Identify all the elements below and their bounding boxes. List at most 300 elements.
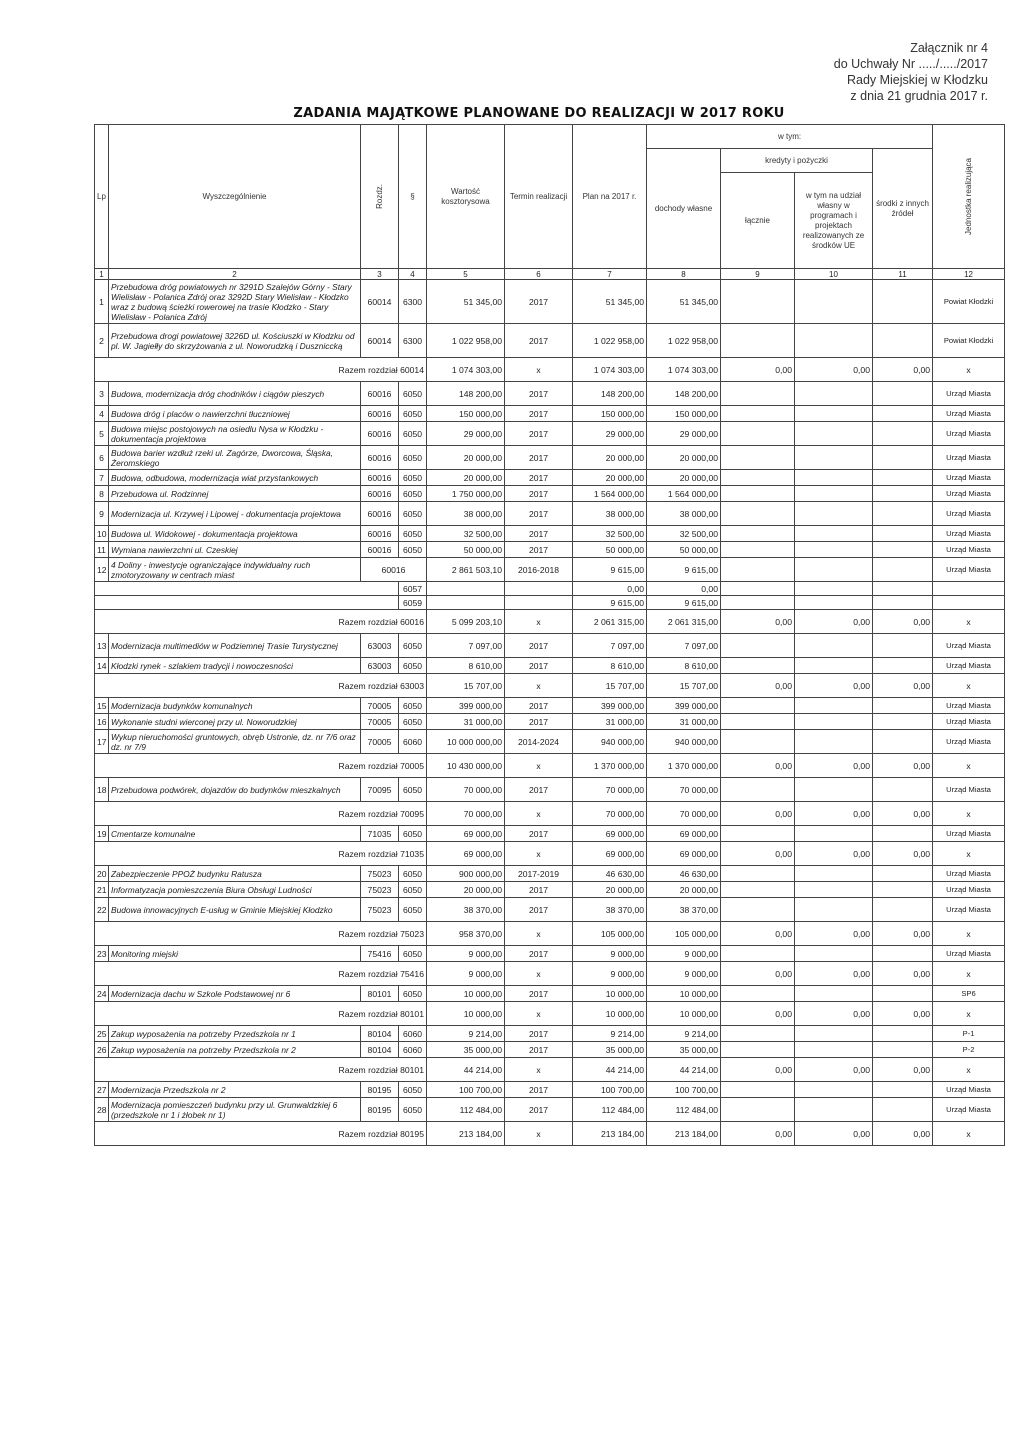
row-lp: 13 (95, 634, 109, 658)
row-eu-share (795, 446, 873, 470)
row-lp: 19 (95, 826, 109, 842)
row-cost-value: 10 000 000,00 (427, 730, 505, 754)
row-paragraph: 6300 (399, 280, 427, 324)
row-chapter: 71035 (361, 826, 399, 842)
row-lp: 5 (95, 422, 109, 446)
row-paragraph: 6050 (399, 446, 427, 470)
row-lp: 27 (95, 1082, 109, 1098)
row-description: Wymiana nawierzchni ul. Czeskiej (109, 542, 361, 558)
total-other-sources: 0,00 (873, 802, 933, 826)
row-own-income: 10 000,00 (647, 986, 721, 1002)
row-plan: 50 000,00 (573, 542, 647, 558)
row-lp: 3 (95, 382, 109, 406)
row-term: 2017 (505, 502, 573, 526)
row-cost-value: 900 000,00 (427, 866, 505, 882)
row-other-sources (873, 634, 933, 658)
header-other-sources: środki z innych źródeł (873, 149, 933, 269)
row-term: 2017 (505, 634, 573, 658)
column-number: 9 (721, 269, 795, 280)
row-cost-value: 31 000,00 (427, 714, 505, 730)
row-lp: 15 (95, 698, 109, 714)
row-chapter: 63003 (361, 658, 399, 674)
row-description: Informatyzacja pomieszczenia Biura Obsługi Ludności (109, 882, 361, 898)
total-term: x (505, 962, 573, 986)
column-numbers-row (95, 269, 1005, 280)
resolution-date: z dnia 21 grudnia 2017 r. (850, 89, 988, 103)
row-plan: 1 564 000,00 (573, 486, 647, 502)
total-unit: x (933, 842, 1005, 866)
row-eu-share (795, 730, 873, 754)
row-unit: Urząd Miasta (933, 826, 1005, 842)
row-chapter: 60016 (361, 542, 399, 558)
table-row (95, 946, 1005, 962)
table-row (95, 324, 1005, 358)
row-cost-value: 1 750 000,00 (427, 486, 505, 502)
chapter-total-label: Razem rozdział 60014 (95, 358, 427, 382)
row-lp: 18 (95, 778, 109, 802)
chapter-total-label: Razem rozdział 80101 (95, 1002, 427, 1026)
row-description: Monitoring miejski (109, 946, 361, 962)
row-eu-share (795, 502, 873, 526)
total-own-income: 105 000,00 (647, 922, 721, 946)
row-own-income: 9 000,00 (647, 946, 721, 962)
row-credit-total (721, 1098, 795, 1122)
total-plan: 213 184,00 (573, 1122, 647, 1146)
row-unit: Urząd Miasta (933, 898, 1005, 922)
table-row (95, 526, 1005, 542)
total-eu-share: 0,00 (795, 802, 873, 826)
row-lp: 14 (95, 658, 109, 674)
row-unit: Urząd Miasta (933, 882, 1005, 898)
row-credit-total (721, 826, 795, 842)
chapter-total-row (95, 754, 1005, 778)
subrow-own-income: 9 615,00 (647, 596, 721, 610)
total-unit: x (933, 674, 1005, 698)
total-plan: 1 074 303,00 (573, 358, 647, 382)
row-eu-share (795, 542, 873, 558)
row-plan: 100 700,00 (573, 1082, 647, 1098)
total-own-income: 2 061 315,00 (647, 610, 721, 634)
row-chapter: 80195 (361, 1098, 399, 1122)
row-chapter: 80101 (361, 986, 399, 1002)
row-credit-total (721, 1042, 795, 1058)
total-credit-total: 0,00 (721, 754, 795, 778)
row-paragraph: 6050 (399, 882, 427, 898)
row-eu-share (795, 486, 873, 502)
page-title: ZADANIA MAJĄTKOWE PLANOWANE DO REALIZACJI W 2017 ROKU (293, 106, 785, 121)
row-own-income: 46 630,00 (647, 866, 721, 882)
row-own-income: 31 000,00 (647, 714, 721, 730)
total-plan: 2 061 315,00 (573, 610, 647, 634)
table-row (95, 1026, 1005, 1042)
row-own-income: 35 000,00 (647, 1042, 721, 1058)
total-own-income: 44 214,00 (647, 1058, 721, 1082)
total-term: x (505, 1002, 573, 1026)
row-chapter: 60016 (361, 486, 399, 502)
total-cost-value: 70 000,00 (427, 802, 505, 826)
total-own-income: 70 000,00 (647, 802, 721, 826)
subrow-empty (95, 582, 399, 596)
chapter-total-label: Razem rozdział 70005 (95, 754, 427, 778)
table-row (95, 542, 1005, 558)
row-other-sources (873, 778, 933, 802)
row-lp: 8 (95, 486, 109, 502)
row-own-income: 51 345,00 (647, 280, 721, 324)
total-unit: x (933, 962, 1005, 986)
subrow-other-sources (873, 596, 933, 610)
row-other-sources (873, 714, 933, 730)
row-plan: 20 000,00 (573, 470, 647, 486)
row-credit-total (721, 882, 795, 898)
row-eu-share (795, 866, 873, 882)
row-own-income: 940 000,00 (647, 730, 721, 754)
chapter-total-label: Razem rozdział 63003 (95, 674, 427, 698)
row-other-sources (873, 946, 933, 962)
total-cost-value: 15 707,00 (427, 674, 505, 698)
row-description: Modernizacja Przedszkola nr 2 (109, 1082, 361, 1098)
row-unit: Urząd Miasta (933, 1098, 1005, 1122)
total-own-income: 1 370 000,00 (647, 754, 721, 778)
row-unit: P-2 (933, 1042, 1005, 1058)
column-number: 4 (399, 269, 427, 280)
table-row (95, 658, 1005, 674)
header-unit-label: Jednostka realizująca (963, 158, 973, 235)
row-credit-total (721, 280, 795, 324)
total-credit-total: 0,00 (721, 802, 795, 826)
row-eu-share (795, 898, 873, 922)
row-unit: Urząd Miasta (933, 486, 1005, 502)
row-eu-share (795, 698, 873, 714)
header-plan: Plan na 2017 r. (573, 125, 647, 269)
row-unit: Powiat Kłodzki (933, 324, 1005, 358)
subrow-plan: 9 615,00 (573, 596, 647, 610)
total-other-sources: 0,00 (873, 1058, 933, 1082)
table-row (95, 898, 1005, 922)
table-row (95, 730, 1005, 754)
row-cost-value: 8 610,00 (427, 658, 505, 674)
total-credit-total: 0,00 (721, 1122, 795, 1146)
row-own-income: 1 022 958,00 (647, 324, 721, 358)
total-eu-share: 0,00 (795, 962, 873, 986)
total-term: x (505, 1058, 573, 1082)
table-subrow (95, 582, 1005, 596)
table-header (95, 125, 1005, 280)
subrow-other-sources (873, 582, 933, 596)
attachment-note (834, 40, 988, 104)
row-chapter: 60016 (361, 406, 399, 422)
row-cost-value: 20 000,00 (427, 470, 505, 486)
row-term: 2016-2018 (505, 558, 573, 582)
header-paragraph: § (399, 125, 427, 269)
table-row (95, 778, 1005, 802)
column-number: 12 (933, 269, 1005, 280)
total-other-sources: 0,00 (873, 962, 933, 986)
total-credit-total: 0,00 (721, 610, 795, 634)
total-term: x (505, 674, 573, 698)
total-unit: x (933, 754, 1005, 778)
total-own-income: 10 000,00 (647, 1002, 721, 1026)
row-paragraph: 6300 (399, 324, 427, 358)
total-other-sources: 0,00 (873, 674, 933, 698)
row-own-income: 148 200,00 (647, 382, 721, 406)
row-unit: Urząd Miasta (933, 446, 1005, 470)
attachment-number: Załącznik nr 4 (910, 41, 988, 55)
chapter-total-label: Razem rozdział 75023 (95, 922, 427, 946)
chapter-total-row (95, 1122, 1005, 1146)
row-eu-share (795, 324, 873, 358)
row-own-income: 8 610,00 (647, 658, 721, 674)
row-chapter: 75023 (361, 866, 399, 882)
row-paragraph: 6060 (399, 1042, 427, 1058)
chapter-total-row (95, 922, 1005, 946)
row-term: 2017 (505, 542, 573, 558)
table-row (95, 502, 1005, 526)
total-eu-share: 0,00 (795, 754, 873, 778)
column-number: 11 (873, 269, 933, 280)
row-chapter: 60016 (361, 422, 399, 446)
row-lp: 26 (95, 1042, 109, 1058)
row-chapter: 80195 (361, 1082, 399, 1098)
header-unit (933, 125, 1005, 269)
row-cost-value: 38 370,00 (427, 898, 505, 922)
row-chapter: 63003 (361, 634, 399, 658)
row-term: 2017 (505, 658, 573, 674)
row-credit-total (721, 730, 795, 754)
row-plan: 9 615,00 (573, 558, 647, 582)
row-unit: Urząd Miasta (933, 422, 1005, 446)
row-term: 2017 (505, 882, 573, 898)
row-unit: Urząd Miasta (933, 558, 1005, 582)
row-paragraph: 6050 (399, 898, 427, 922)
row-description: 4 Doliny - inwestycje ograniczające indywidualny ruch zmotoryzowany w centrach miast (109, 558, 361, 582)
subrow-cost-value (427, 596, 505, 610)
row-eu-share (795, 280, 873, 324)
total-eu-share: 0,00 (795, 1058, 873, 1082)
row-own-income: 38 370,00 (647, 898, 721, 922)
row-eu-share (795, 422, 873, 446)
row-eu-share (795, 1082, 873, 1098)
row-credit-total (721, 778, 795, 802)
row-other-sources (873, 422, 933, 446)
header-lp: Lp (95, 125, 109, 269)
column-number: 7 (573, 269, 647, 280)
row-paragraph: 6050 (399, 1082, 427, 1098)
row-unit: Urząd Miasta (933, 866, 1005, 882)
column-number: 2 (109, 269, 361, 280)
total-other-sources: 0,00 (873, 610, 933, 634)
column-number: 5 (427, 269, 505, 280)
chapter-total-label: Razem rozdział 75416 (95, 962, 427, 986)
row-cost-value: 112 484,00 (427, 1098, 505, 1122)
subrow-own-income: 0,00 (647, 582, 721, 596)
table-row (95, 486, 1005, 502)
row-other-sources (873, 1042, 933, 1058)
total-credit-total: 0,00 (721, 358, 795, 382)
row-own-income: 112 484,00 (647, 1098, 721, 1122)
row-other-sources (873, 558, 933, 582)
chapter-total-label: Razem rozdział 60016 (95, 610, 427, 634)
table-row (95, 382, 1005, 406)
row-cost-value: 150 000,00 (427, 406, 505, 422)
column-number: 1 (95, 269, 109, 280)
row-chapter: 60016 (361, 382, 399, 406)
subrow-unit (933, 596, 1005, 610)
row-plan: 399 000,00 (573, 698, 647, 714)
row-chapter: 75416 (361, 946, 399, 962)
row-cost-value: 148 200,00 (427, 382, 505, 406)
row-paragraph: 6050 (399, 826, 427, 842)
row-description: Modernizacja budynków komunalnych (109, 698, 361, 714)
row-plan: 46 630,00 (573, 866, 647, 882)
row-own-income: 70 000,00 (647, 778, 721, 802)
row-eu-share (795, 946, 873, 962)
row-other-sources (873, 324, 933, 358)
row-credit-total (721, 382, 795, 406)
row-description: Wykup nieruchomości gruntowych, obręb Ustronie, dz. nr 7/6 oraz dz. nr 7/9 (109, 730, 361, 754)
row-eu-share (795, 634, 873, 658)
table-row (95, 634, 1005, 658)
row-paragraph: 6050 (399, 1098, 427, 1122)
row-description: Przebudowa dróg powiatowych nr 3291D Szalejów Górny - Stary Wielisław - Polanica Zdrój oraz 3292D Stary Wielisław - Kłodzko wraz z budową ścieżki rowerowej na trasie Kłodzko - Stary Wielisław - Polanica Zdrój (109, 280, 361, 324)
total-plan: 10 000,00 (573, 1002, 647, 1026)
row-eu-share (795, 986, 873, 1002)
row-own-income: 20 000,00 (647, 882, 721, 898)
row-unit: Urząd Miasta (933, 658, 1005, 674)
row-description: Zabezpieczenie PPOŻ budynku Ratusza (109, 866, 361, 882)
row-plan: 7 097,00 (573, 634, 647, 658)
row-lp: 28 (95, 1098, 109, 1122)
row-description: Modernizacja pomieszczeń budynku przy ul. Grunwaldzkiej 6 (przedszkole nr 1 i żłobek nr 1) (109, 1098, 361, 1122)
subrow-paragraph: 6057 (399, 582, 427, 596)
row-paragraph: 6050 (399, 634, 427, 658)
row-cost-value: 10 000,00 (427, 986, 505, 1002)
row-paragraph: 6050 (399, 502, 427, 526)
row-unit: Powiat Kłodzki (933, 280, 1005, 324)
table-row (95, 986, 1005, 1002)
row-other-sources (873, 526, 933, 542)
row-credit-total (721, 986, 795, 1002)
column-number: 10 (795, 269, 873, 280)
row-other-sources (873, 986, 933, 1002)
row-plan: 31 000,00 (573, 714, 647, 730)
total-other-sources: 0,00 (873, 754, 933, 778)
row-other-sources (873, 898, 933, 922)
row-term: 2017 (505, 1098, 573, 1122)
total-other-sources: 0,00 (873, 1122, 933, 1146)
total-term: x (505, 922, 573, 946)
row-paragraph: 6050 (399, 406, 427, 422)
row-plan: 20 000,00 (573, 882, 647, 898)
row-term: 2014-2024 (505, 730, 573, 754)
row-term: 2017 (505, 324, 573, 358)
total-other-sources: 0,00 (873, 842, 933, 866)
row-eu-share (795, 778, 873, 802)
table-row (95, 280, 1005, 324)
row-description: Zakup wyposażenia na potrzeby Przedszkola nr 1 (109, 1026, 361, 1042)
row-chapter: 60016 (361, 502, 399, 526)
row-chapter: 60014 (361, 324, 399, 358)
row-description: Budowa dróg i placów o nawierzchni tłuczniowej (109, 406, 361, 422)
table-row (95, 826, 1005, 842)
total-unit: x (933, 1122, 1005, 1146)
row-chapter: 60016 (361, 446, 399, 470)
header-eu-share: w tym na udział własny w programach i projektach realizowanych ze środków UE (795, 173, 873, 269)
subrow-unit (933, 582, 1005, 596)
row-eu-share (795, 882, 873, 898)
row-credit-total (721, 1026, 795, 1042)
total-unit: x (933, 1058, 1005, 1082)
table-row (95, 422, 1005, 446)
row-term: 2017 (505, 1042, 573, 1058)
row-term: 2017 (505, 698, 573, 714)
table-row (95, 714, 1005, 730)
header-chapter-label: Rozdz. (374, 184, 384, 209)
row-term: 2017 (505, 826, 573, 842)
row-other-sources (873, 406, 933, 422)
total-credit-total: 0,00 (721, 674, 795, 698)
total-cost-value: 1 074 303,00 (427, 358, 505, 382)
row-unit: SP6 (933, 986, 1005, 1002)
chapter-total-label: Razem rozdział 70095 (95, 802, 427, 826)
row-cost-value: 20 000,00 (427, 446, 505, 470)
row-description: Zakup wyposażenia na potrzeby Przedszkola nr 2 (109, 1042, 361, 1058)
total-plan: 105 000,00 (573, 922, 647, 946)
subrow-credit-total (721, 596, 795, 610)
total-other-sources: 0,00 (873, 1002, 933, 1026)
total-term: x (505, 358, 573, 382)
row-own-income: 32 500,00 (647, 526, 721, 542)
row-own-income: 69 000,00 (647, 826, 721, 842)
row-description: Przebudowa podwórek, dojazdów do budynków mieszkalnych (109, 778, 361, 802)
row-other-sources (873, 470, 933, 486)
row-own-income: 9 615,00 (647, 558, 721, 582)
row-paragraph: 6050 (399, 486, 427, 502)
table-row (95, 882, 1005, 898)
total-cost-value: 44 214,00 (427, 1058, 505, 1082)
row-plan: 51 345,00 (573, 280, 647, 324)
row-cost-value: 2 861 503,10 (427, 558, 505, 582)
total-plan: 15 707,00 (573, 674, 647, 698)
chapter-total-label: Razem rozdział 71035 (95, 842, 427, 866)
total-plan: 70 000,00 (573, 802, 647, 826)
row-description: Przebudowa ul. Rodzinnej (109, 486, 361, 502)
row-description: Budowa barier wzdłuż rzeki ul. Zagórze, Dworcowa, Śląska, Żeromskiego (109, 446, 361, 470)
row-own-income: 9 214,00 (647, 1026, 721, 1042)
table-row (95, 1042, 1005, 1058)
row-lp: 23 (95, 946, 109, 962)
row-cost-value: 29 000,00 (427, 422, 505, 446)
total-credit-total: 0,00 (721, 1002, 795, 1026)
row-other-sources (873, 826, 933, 842)
row-description: Modernizacja ul. Krzywej i Lipowej - dokumentacja projektowa (109, 502, 361, 526)
total-credit-total: 0,00 (721, 1058, 795, 1082)
table-row (95, 1082, 1005, 1098)
total-unit: x (933, 802, 1005, 826)
row-description: Przebudowa drogi powiatowej 3226D ul. Kościuszki w Kłodzku od pl. W. Jagiełły do skrzyżowania z ul. Noworudzką i Duszniccką (109, 324, 361, 358)
total-credit-total: 0,00 (721, 842, 795, 866)
investment-table (94, 124, 1005, 1146)
row-description: Budowa innowacyjnych E-usług w Gminie Miejskiej Kłodzko (109, 898, 361, 922)
row-plan: 38 370,00 (573, 898, 647, 922)
total-eu-share: 0,00 (795, 1002, 873, 1026)
row-own-income: 399 000,00 (647, 698, 721, 714)
row-cost-value: 100 700,00 (427, 1082, 505, 1098)
row-plan: 112 484,00 (573, 1098, 647, 1122)
row-chapter: 80104 (361, 1042, 399, 1058)
chapter-total-row (95, 1058, 1005, 1082)
row-plan: 148 200,00 (573, 382, 647, 406)
row-other-sources (873, 542, 933, 558)
